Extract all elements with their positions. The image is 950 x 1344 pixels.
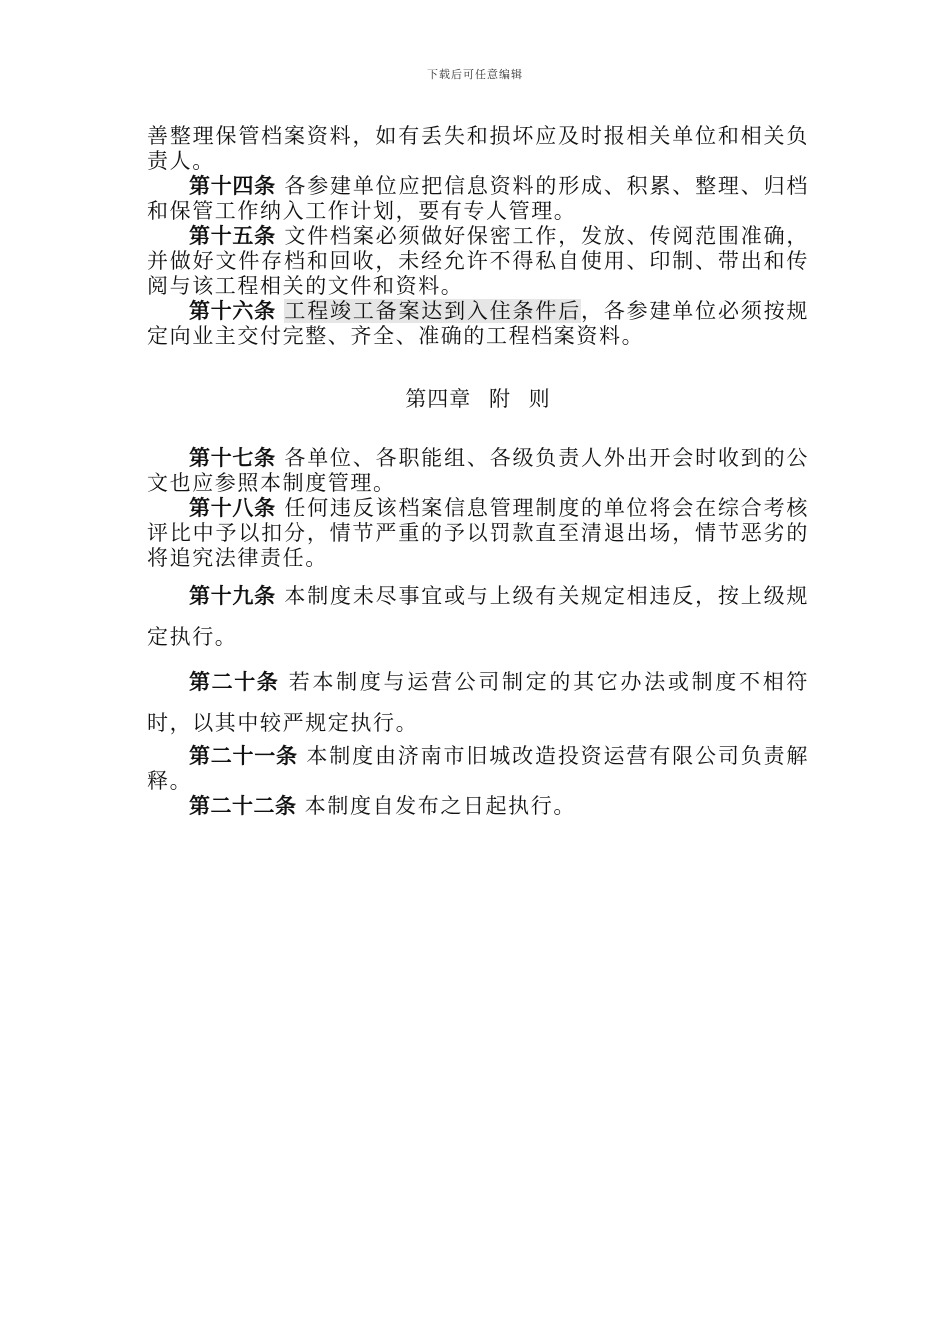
document-body: [147, 124, 809, 819]
page-header: 下载后可任意编辑: [427, 68, 523, 81]
article-body: 本制度未尽事宜或与上级有关规定相违反，按上级规定执行。: [147, 584, 809, 649]
article-18: [147, 496, 809, 571]
article-22: [147, 794, 809, 819]
article-body: 各单位、各职能组、各级负责人外出开会时收到的公文也应参照本制度管理。: [147, 446, 809, 495]
article-body: 本制度由济南市旧城改造投资运营有限公司负责解释。: [147, 744, 810, 793]
article-14: [147, 174, 809, 224]
article-body: 各参建单位应把信息资料的形成、积累、整理、归档和保管工作纳入工作计划，要有专人管理。: [147, 174, 809, 223]
article-body: 文件档案必须做好保密工作，发放、传阅范围准确，并做好文件存档和回收，未经允许不得私自使用、印制、带出和传阅与该工程相关的文件和资料。: [147, 224, 809, 298]
article-title: 第十四条: [189, 174, 276, 198]
article-17: [147, 446, 809, 496]
article-body: ，各参建单位必须按规定向业主交付完整、齐全、准确的工程档案资料。: [147, 299, 809, 348]
highlighted-text: 工程竣工备案达到入住条件后: [284, 299, 582, 323]
article-title: 第二十一条: [189, 744, 298, 768]
article-title: 第十九条: [189, 584, 276, 608]
article-title: 第十七条: [189, 446, 276, 470]
article-20: [147, 662, 809, 744]
article-body: 若本制度与运营公司制定的其它办法或制度不相符时，以其中较严规定执行。: [147, 670, 809, 735]
article-title: 第十五条: [189, 224, 276, 248]
article-15: [147, 224, 809, 299]
article-body: 任何违反该档案信息管理制度的单位将会在综合考核评比中予以扣分，情节严重的予以罚款直至清退出场，情节恶劣的将追究法律责任。: [147, 496, 809, 570]
article-body: 本制度自发布之日起执行。: [304, 794, 576, 818]
chapter-heading: 第四章 附 则: [405, 387, 551, 411]
article-title: 第二十条: [189, 670, 280, 694]
paragraph-continuation: 善整理保管档案资料，如有丢失和损坏应及时报相关单位和相关负责人。: [147, 124, 809, 173]
article-16: [147, 299, 809, 349]
article-21: [147, 744, 809, 794]
article-19: [147, 576, 809, 658]
article-title: 第十六条: [189, 299, 276, 323]
article-title: 第二十二条: [189, 794, 297, 818]
article-title: 第十八条: [189, 496, 276, 520]
